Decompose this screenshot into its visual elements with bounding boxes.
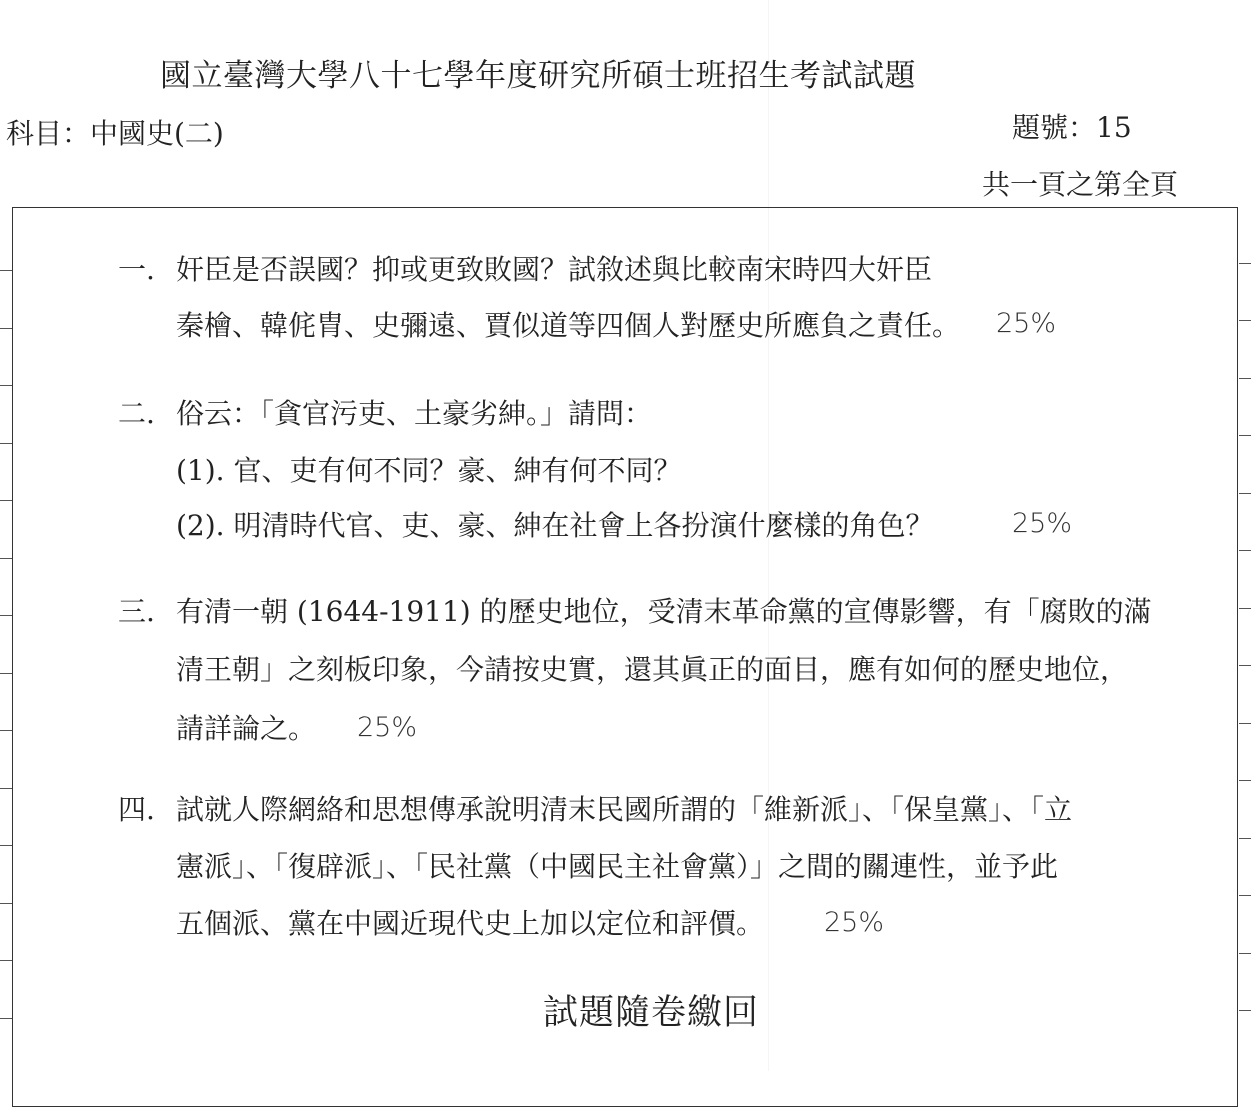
margin-tick [0,903,12,904]
margin-tick [0,673,12,674]
question-number: 題號：15 [1012,111,1132,144]
margin-tick [0,385,12,386]
exam-title: 國立臺灣大學八十七學年度研究所碩士班招生考試試題 [160,58,916,94]
margin-tick [0,443,12,444]
margin-tick [0,500,12,501]
question-4-line-1: 試就人際網絡和思想傳承說明清末民國所謂的「維新派」、「保皇黨」、「立 [176,793,1073,826]
margin-tick [0,845,12,846]
question-2-score: 25% [1012,508,1073,539]
return-exam-note: 試題隨卷繳回 [543,993,760,1033]
question-3-line-2: 清王朝」之刻板印象，今請按史實，還其眞正的面目，應有如何的歷史地位， [176,653,1129,686]
margin-tick [0,1018,12,1019]
question-4-line-3: 五個派、黨在中國近現代史上加以定位和評價。 [176,907,765,940]
margin-tick [0,615,12,616]
question-2-sub-2: (2). 明清時代官、吏、豪、紳在社會上各扮演什麼樣的角色？ [176,509,934,542]
margin-tick [0,730,12,731]
margin-tick [1239,263,1251,264]
question-2-sub-1: (1). 官、吏有何不同？豪、紳有何不同？ [176,454,682,487]
page-info: 共一頁之第全頁 [982,168,1179,201]
margin-tick [1239,1010,1251,1011]
margin-tick [1239,493,1251,494]
question-3-line-3: 請詳論之。 [176,712,317,745]
margin-tick [1239,435,1251,436]
margin-tick [0,328,12,329]
margin-tick [0,960,12,961]
question-3-score: 25% [357,712,418,743]
question-2-label: 二. [118,397,155,430]
margin-tick [1239,378,1251,379]
margin-tick [1239,780,1251,781]
margin-tick [0,788,12,789]
question-1-line-2: 秦檜、韓侂胄、史彌遠、賈似道等四個人對歷史所應負之責任。 [176,309,961,342]
margin-tick [1239,838,1251,839]
margin-tick [1239,723,1251,724]
question-2-line-1: 俗云：「貪官污吏、土豪劣紳。」請問： [176,397,653,430]
margin-tick [1239,550,1251,551]
question-1-label: 一. [118,253,155,286]
margin-tick [1239,953,1251,954]
question-3-label: 三. [118,595,155,628]
margin-tick [1239,895,1251,896]
question-4-score: 25% [824,907,885,938]
margin-tick [0,558,12,559]
question-4-line-2: 憲派」、「復辟派」、「民社黨（中國民主社會黨）」之間的關連性，並予此 [176,850,1059,883]
margin-tick [1239,665,1251,666]
margin-tick [1239,320,1251,321]
margin-tick [0,270,12,271]
subject-label: 科目：中國史(二) [6,117,224,150]
margin-tick [1239,608,1251,609]
question-4-label: 四. [118,793,155,826]
question-3-line-1: 有清一朝 (1644-1911) 的歷史地位，受清末革命黨的宣傳影響，有「腐敗的滿 [176,595,1152,628]
question-1-line-1: 奸臣是否誤國？抑或更致敗國？試敘述與比較南宋時四大奸臣 [176,253,933,286]
question-1-score: 25% [996,308,1057,339]
